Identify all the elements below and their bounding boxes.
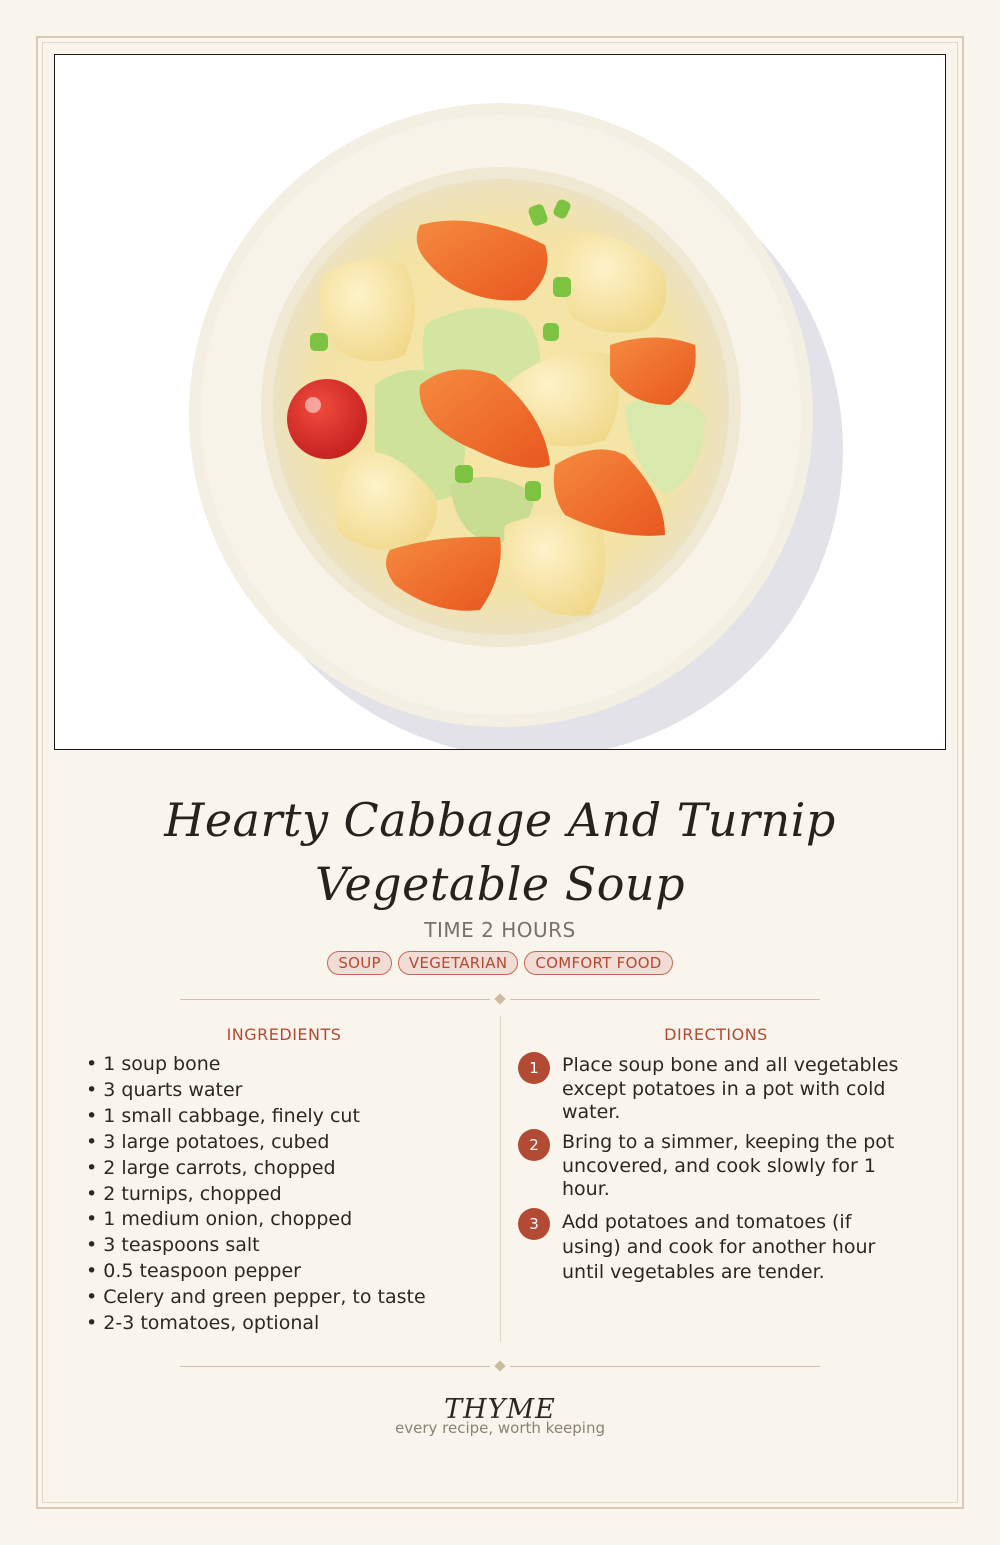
ingredients-heading: INGREDIENTS: [226, 1025, 342, 1044]
ingredient-item: • 1 soup bone: [86, 1052, 486, 1078]
section-divider-bottom: [180, 1361, 820, 1373]
ingredients-list: [86, 1052, 486, 1337]
directions-heading: DIRECTIONS: [664, 1025, 768, 1044]
column-separator: [500, 1016, 501, 1342]
brand-logo-text: THYME: [444, 1394, 556, 1425]
ingredient-item: • 2 large carrots, chopped: [86, 1156, 486, 1182]
tag-comfort-food[interactable]: COMFORT FOOD: [524, 951, 672, 975]
ingredient-item: • 1 medium onion, chopped: [86, 1207, 486, 1233]
tag-vegetarian[interactable]: VEGETARIAN: [398, 951, 518, 975]
tag-soup[interactable]: SOUP: [327, 951, 392, 975]
tag-list: [0, 951, 1000, 975]
ingredient-item: • 3 large potatoes, cubed: [86, 1130, 486, 1156]
step-number-badge: 1: [518, 1052, 550, 1084]
ingredient-item: • 1 small cabbage, finely cut: [86, 1104, 486, 1130]
ingredient-item: • 2 turnips, chopped: [86, 1182, 486, 1208]
section-divider-top: [180, 994, 820, 1006]
ingredient-item: • Celery and green pepper, to taste: [86, 1285, 486, 1311]
ingredient-item: • 0.5 teaspoon pepper: [86, 1259, 486, 1285]
step-text: Place soup bone and all vegetables except potatoes in a pot with cold water.: [562, 1054, 899, 1123]
cook-time: TIME 2 HOURS: [424, 918, 576, 942]
ingredient-item: • 3 teaspoons salt: [86, 1233, 486, 1259]
ingredient-item: • 3 quarts water: [86, 1078, 486, 1104]
recipe-photo: [54, 54, 946, 750]
ingredient-item: • 2-3 tomatoes, optional: [86, 1311, 486, 1337]
step-text: Add potatoes and tomatoes (if using) and cook for another hour until vegetables are tender.: [562, 1211, 876, 1283]
brand-tagline: every recipe, worth keeping: [394, 1419, 605, 1437]
step-number-badge: 3: [518, 1208, 550, 1240]
step-text: Bring to a simmer, keeping the pot uncovered, and cook slowly for 1 hour.: [562, 1131, 895, 1200]
tomato-piece: [287, 379, 367, 459]
recipe-title: Hearty Cabbage And Turnip Vegetable Soup: [164, 793, 836, 911]
soup-bowl-illustration: [55, 55, 945, 749]
step-number-badge: 2: [518, 1129, 550, 1161]
